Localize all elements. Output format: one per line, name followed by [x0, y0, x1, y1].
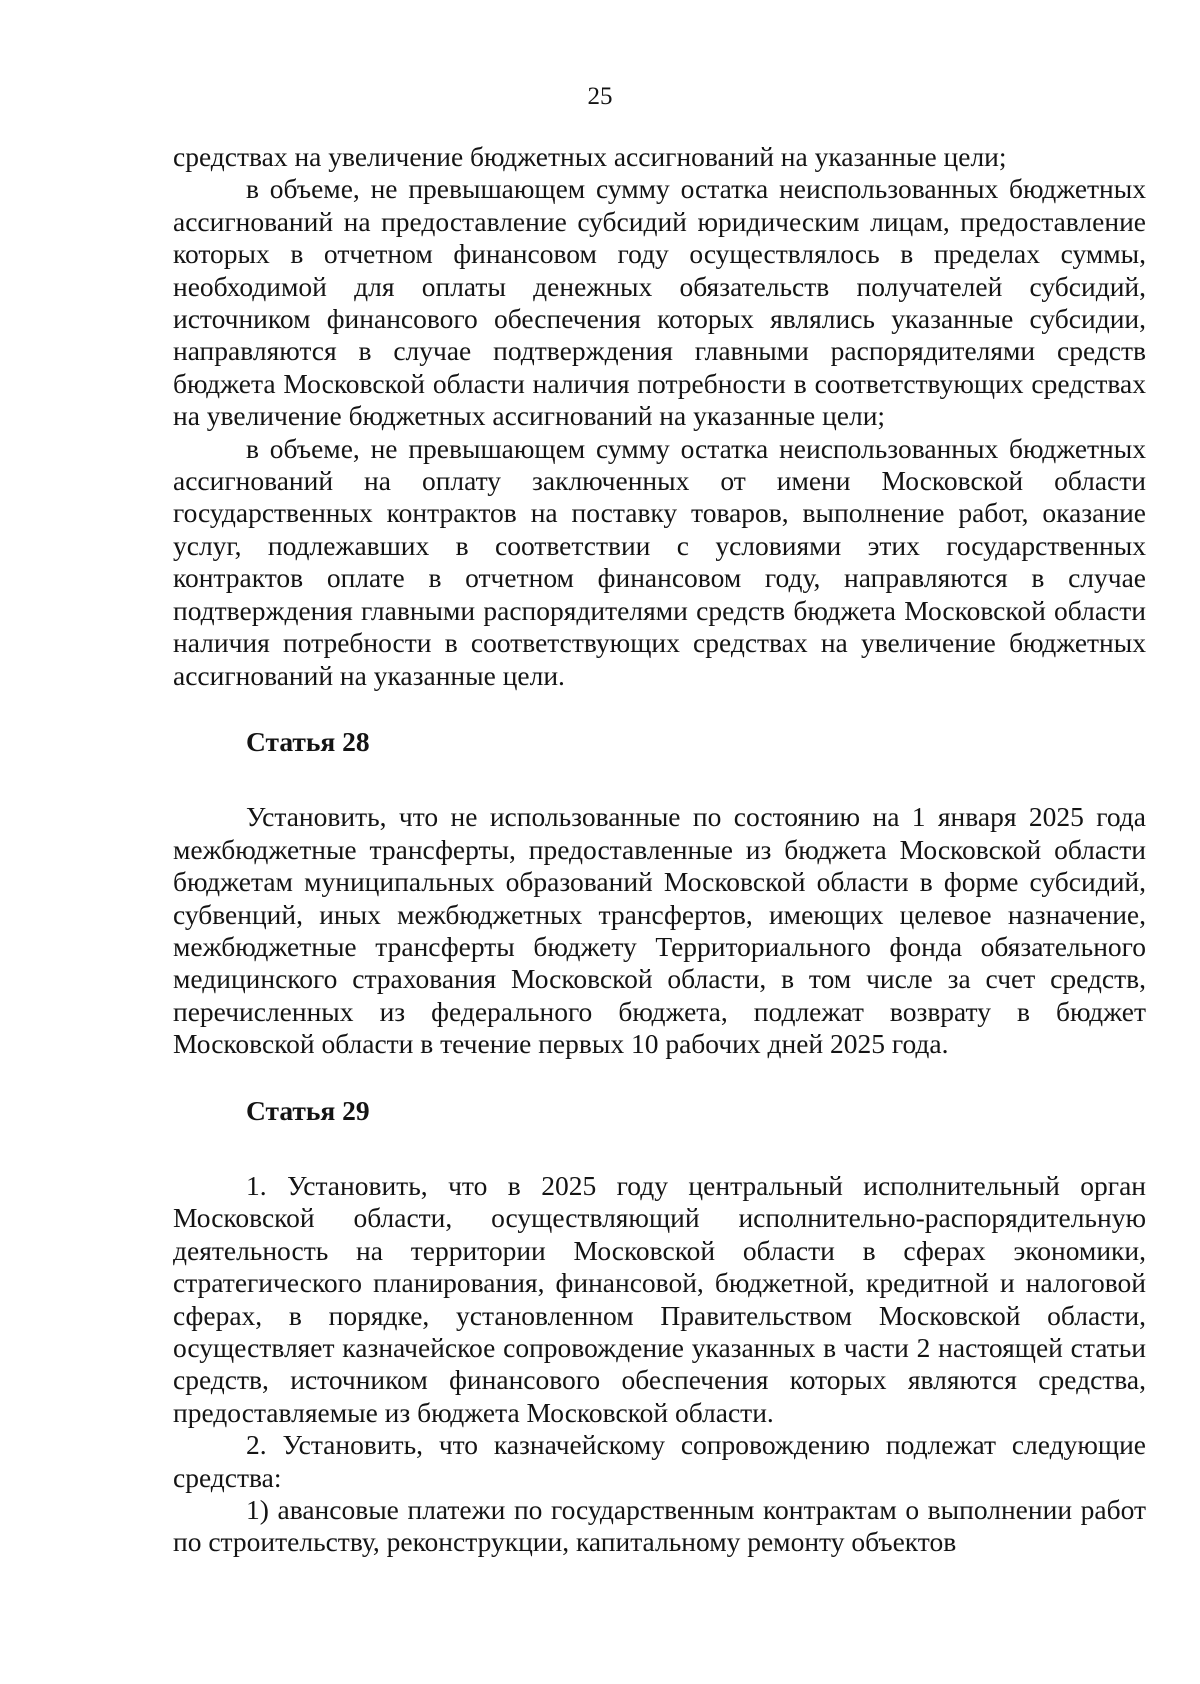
paragraph-contracts: в объеме, не превышающем сумму остатка неиспользованных бюджетных ассигнований на оплату заключенных от имени Московской области государственных контрактов на поставку товаров, выполнение работ, оказание услуг, подлежавших в соответствии с условиями этих государственных контрактов оплате в отчетном финансовом году, направляются в случае подтверждения главными распорядителями средств бюджета Московской области наличия потребности в соответствующих средствах на увеличение бюджетных ассигнований на указанные цели.: [173, 432, 1146, 691]
paragraph-subsidies: в объеме, не превышающем сумму остатка неиспользованных бюджетных ассигнований на предоставление субсидий юридическим лицам, предоставление которых в отчетном финансовом году осуществлялось в пределах суммы, необходимой для оплаты денежных обязательств получателей субсидий, источником финансового обеспечения которых являлись указанные субсидии, направляются в случае подтверждения главными распорядителями средств бюджета Московской области наличия потребности в соответствующих средствах на увеличение бюджетных ассигнований на указанные цели;: [173, 173, 1146, 432]
article-29-part-1: 1. Установить, что в 2025 году центральный исполнительный орган Московской области, осуществляющий исполнительно-распорядительную деятельность на территории Московской области в сферах экономики, стратегического планирования, финансовой, бюджетной, кредитной и налоговой сферах, в порядке, установленном Правительством Московской области, осуществляет казначейское сопровождение указанных в части 2 настоящей статьи средств, источником финансового обеспечения которых являются средства, предоставляемые из бюджета Московской области.: [173, 1169, 1146, 1428]
article-29-part-2: 2. Установить, что казначейскому сопровождению подлежат следующие средства:: [173, 1429, 1146, 1493]
article-29-item-1: 1) авансовые платежи по государственным контрактам о выполнении работ по строительству, реконструкции, капитальному ремонту объектов: [173, 1494, 1146, 1558]
article-28-heading: Статья 28: [246, 725, 370, 757]
document-body: [173, 141, 1146, 1559]
page-number: 25: [587, 83, 613, 110]
article-28-text: Установить, что не использованные по состоянию на 1 января 2025 года межбюджетные трансферты, предоставленные из бюджета Московской области бюджетам муниципальных образований Московской области в форме субсидий, субвенций, иных межбюджетных трансфертов, имеющих целевое назначение, межбюджетные трансферты бюджету Территориального фонда обязательного медицинского страхования Московской области, в том числе за счет средств, перечисленных из федерального бюджета, подлежат возврату в бюджет Московской области в течение первых 10 рабочих дней 2025 года.: [173, 801, 1146, 1060]
paragraph-continuation: средствах на увеличение бюджетных ассигнований на указанные цели;: [173, 141, 1007, 172]
article-29-heading: Статья 29: [246, 1094, 370, 1126]
